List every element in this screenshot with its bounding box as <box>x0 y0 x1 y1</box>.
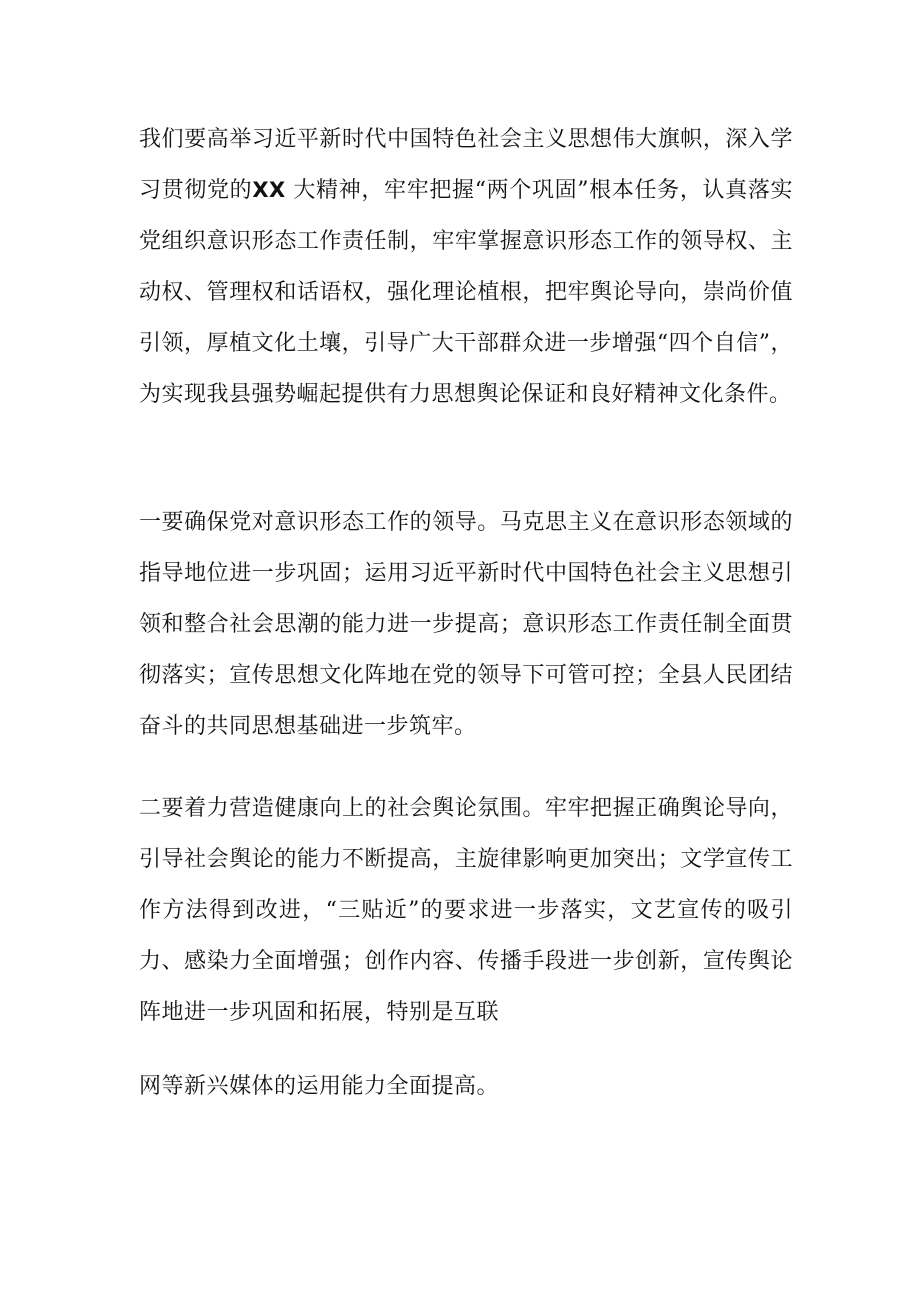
paragraph-new-media: 网等新兴媒体的运用能力全面提高。 <box>139 1074 500 1099</box>
paragraph-public-opinion: 二要着力营造健康向上的社会舆论氛围。牢牢把握正确舆论导向，引导社会舆论的能力不断提高，主旋律影响更加突出；文学宣传工作方法得到改进，“三贴近”的要求进一步落实，文艺宣传的吸引力、感染力全面增强；创作内容、传播手段进一步创新，宣传舆论阵地进一步巩固和拓展，特别是互联 <box>139 796 793 1025</box>
paragraph-intro-text-end: 大精神，牢牢把握“两个巩固”根本任务，认真落实党组织意识形态工作责任制，牢牢掌握意识形态工作的领导权、主动权、管理权和话语权，强化理论植根，把牢舆论导向，崇尚价值引领，厚植文化土壤，引导广大干部群众进一步增强“四个自信”，为实现我县强势崛起提供有力思想舆论保证和良好精神文化条件。 <box>139 178 793 407</box>
paragraph-intro-text-start: 我们要高举习近平新时代中国特色社会主义思想伟大旗帜，深入学习贯彻党的 <box>139 127 793 203</box>
paragraph-party-leadership: 一要确保党对意识形态工作的领导。马克思主义在意识形态领域的指导地位进一步巩固；运用习近平新时代中国特色社会主义思想引领和整合社会思潮的能力进一步提高；意识形态工作责任制全面贯彻落实；宣传思想文化阵地在党的领导下可管可控；全县人民团结奋斗的共同思想基础进一步筑牢。 <box>139 510 793 739</box>
paragraph-intro <box>139 114 793 420</box>
congress-number-placeholder: XX <box>252 178 286 202</box>
